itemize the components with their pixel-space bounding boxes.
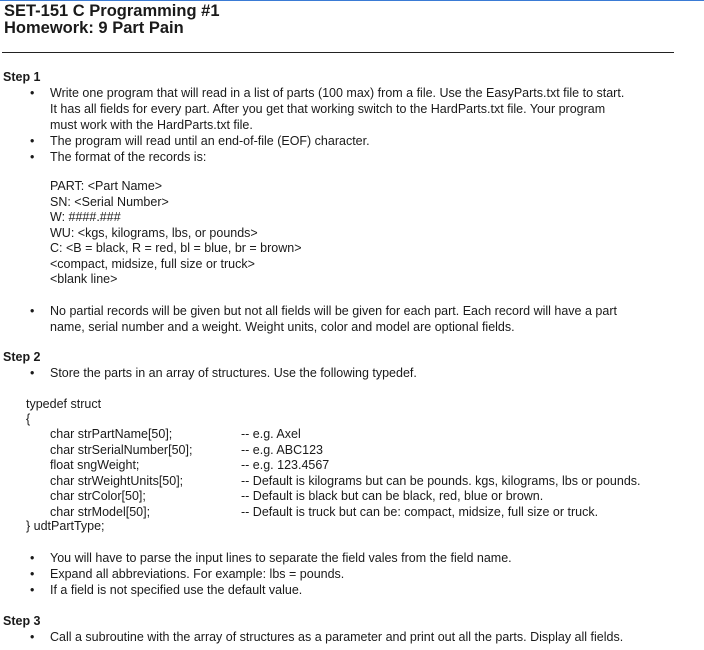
step1-bullet-1-line: must work with the HardParts.txt file. — [50, 118, 253, 132]
step3-heading: Step 3 — [3, 614, 41, 628]
step1-bullet-4-line: No partial records will be given but not all fields will be given for each part. Each record will have a part — [50, 304, 617, 318]
step1-bullet-1-line: Write one program that will read in a list of parts (100 max) from a file. Use the EasyParts.txt file to start. — [50, 86, 625, 100]
struct-field-decls — [50, 427, 192, 520]
field-comment: -- e.g. 123.4567 — [241, 458, 330, 472]
bullet-icon: • — [30, 366, 35, 380]
step1-bullet-3-text: The format of the records is: — [50, 150, 207, 164]
bullet-icon: • — [30, 583, 35, 597]
field-decl: float sngWeight; — [50, 458, 140, 472]
bullet-icon: • — [30, 551, 35, 565]
format-line: C: <B = black, R = red, bl = blue, br = brown> — [50, 241, 302, 255]
step1-heading: Step 1 — [3, 70, 41, 84]
struct-field-comments — [241, 427, 641, 520]
step1-bullet-4-line: name, serial number and a weight. Weight units, color and model are optional fields. — [50, 320, 515, 334]
bullet-icon: • — [30, 304, 35, 318]
step2-heading: Step 2 — [3, 350, 41, 364]
bullet-icon: • — [30, 567, 35, 581]
step3-bullet-1-text: Call a subroutine with the array of structures as a parameter and print out all the parts. Display all fields. — [50, 630, 624, 644]
bullet-icon: • — [30, 150, 35, 164]
step2-bullet-2-text: You will have to parse the input lines to separate the field vales from the field name. — [50, 551, 512, 565]
step1-bullet-1-line: It has all fields for every part. After you get that working switch to the HardParts.txt file. Your program — [50, 102, 606, 116]
field-decl: char strColor[50]; — [50, 489, 146, 503]
typedef-open: typedef struct — [26, 397, 102, 411]
step2-bullet-4-text: If a field is not specified use the default value. — [50, 583, 303, 597]
step1-bullet-2-text: The program will read until an end-of-file (EOF) character. — [50, 134, 370, 148]
homework-title: Homework: 9 Part Pain — [4, 19, 184, 37]
format-line: SN: <Serial Number> — [50, 194, 169, 209]
course-title: SET-151 C Programming #1 — [4, 2, 220, 20]
field-decl: char strPartName[50]; — [50, 427, 173, 441]
step2-bullet-1-text: Store the parts in an array of structures. Use the following typedef. — [50, 366, 417, 380]
field-comment: -- e.g. Axel — [241, 427, 301, 441]
field-decl: char strSerialNumber[50]; — [50, 442, 193, 457]
bullet-icon: • — [30, 86, 35, 100]
bullet-icon: • — [30, 630, 35, 644]
brace-open: { — [26, 412, 31, 426]
field-comment: -- e.g. ABC123 — [241, 442, 323, 457]
format-line: W: ####.### — [50, 210, 121, 224]
format-line: WU: <kgs, kilograms, lbs, or pounds> — [50, 225, 258, 240]
field-comment: -- Default is black but can be black, red, blue or brown. — [241, 489, 544, 503]
field-decl: char strWeightUnits[50]; — [50, 473, 184, 488]
record-format-block — [50, 179, 302, 288]
format-line: <compact, midsize, full size or truck> — [50, 256, 255, 271]
field-comment: -- Default is kilograms but can be pounds. kgs, kilograms, lbs or pounds. — [241, 473, 641, 488]
top-border — [0, 0, 704, 1]
bullet-icon: • — [30, 134, 35, 148]
field-comment: -- Default is truck but can be: compact, midsize, full size or truck. — [241, 504, 599, 519]
document-title — [4, 3, 220, 37]
step2-bullet-3-text: Expand all abbreviations. For example: lbs = pounds. — [50, 567, 345, 581]
format-line: <blank line> — [50, 272, 118, 286]
typedef-close: } udtPartType; — [26, 519, 105, 533]
title-divider — [2, 52, 674, 53]
format-line: PART: <Part Name> — [50, 179, 163, 193]
field-decl: char strModel[50]; — [50, 504, 151, 519]
